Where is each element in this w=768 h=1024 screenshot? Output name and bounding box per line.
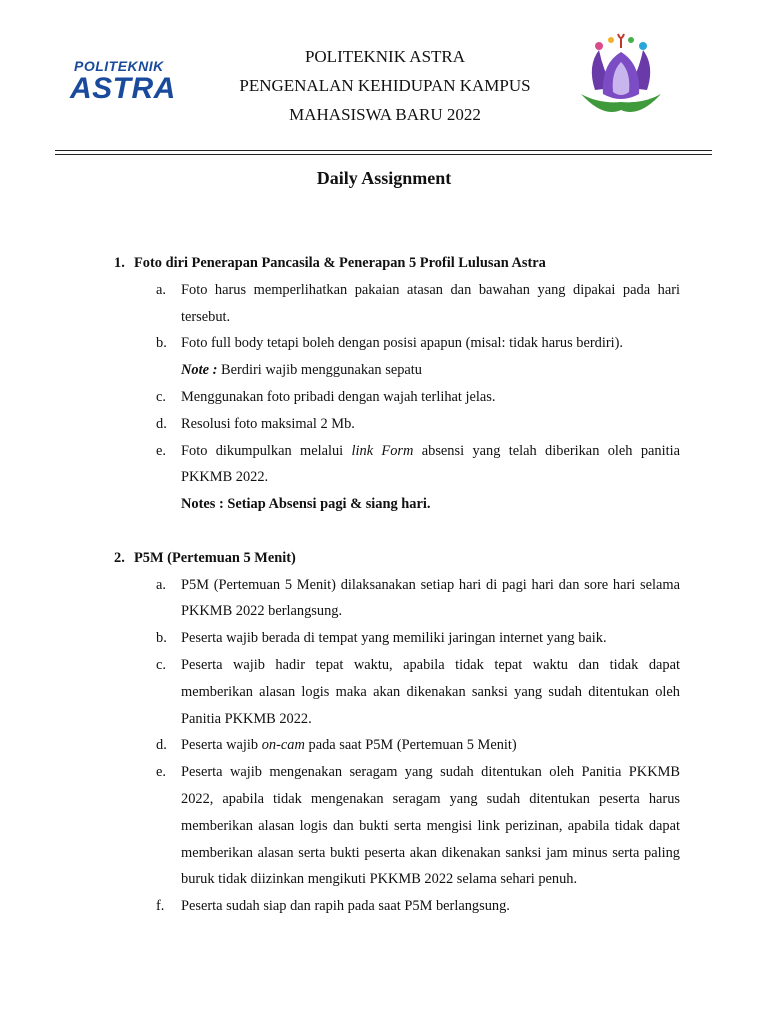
item-text: Peserta wajib mengenakan seragam yang sudah ditentukan oleh Panitia PKKMB 2022, apabila tidak mengenakan seragam yang sudah ditentukan peserta harus memberikan alasan logis dan bukti serta mengisi link perizinan, apabila tidak dapat memberikan alasan serta bukti peserta akan dikenakan sanksi jam minus serta paling buruk tidak diizinkan mengikuti PKKMB 2022 selama sehari penuh. — [181, 764, 680, 888]
list-item — [110, 411, 680, 438]
section-title: Foto diri Penerapan Pancasila & Penerapan 5 Profil Lulusan Astra — [134, 255, 546, 271]
section-1 — [110, 250, 680, 518]
item-text-post: pada saat P5M (Pertemuan 5 Menit) — [304, 737, 517, 754]
item-text-pre: Peserta wajib — [181, 737, 262, 754]
item-letter: e. — [156, 442, 166, 459]
item-letter: a. — [156, 281, 166, 298]
item-text: Menggunakan foto pribadi dengan wajah terlihat jelas. — [181, 388, 496, 405]
list-item — [110, 732, 680, 759]
item-text: Peserta wajib hadir tepat waktu, apabila tidak tepat waktu dan tidak dapat memberikan alasan logis maka akan dikenakan sanksi yang sudah ditentukan oleh Panitia PKKMB 2022. — [181, 656, 680, 727]
item-letter: c. — [156, 656, 166, 673]
item-letter: d. — [156, 415, 167, 432]
list-item — [110, 652, 680, 732]
pkkmb-lotus-emblem-icon — [573, 30, 669, 116]
list-item — [110, 759, 680, 893]
item-text: Foto full body tetapi boleh dengan posisi apapun (misal: tidak harus berdiri). — [181, 335, 624, 352]
section-number: 2. — [114, 549, 125, 566]
assignment-content — [110, 250, 680, 920]
note-text: Berdiri wajib menggunakan sepatu — [217, 362, 422, 379]
item-text: Peserta wajib berada di tempat yang memiliki jaringan internet yang baik. — [181, 630, 607, 647]
item-note — [110, 357, 680, 384]
item-letter: e. — [156, 764, 166, 781]
item-text-post: absensi yang telah diberikan oleh panitia PKKMB 2022. — [181, 442, 681, 486]
list-item — [110, 277, 680, 331]
item-text-italic: link Form — [351, 442, 414, 459]
list-item — [110, 625, 680, 652]
logo-line-2: ASTRA — [70, 72, 176, 105]
item-letter: b. — [156, 335, 167, 352]
item-letter: b. — [156, 630, 167, 647]
list-item — [110, 572, 680, 626]
section-title: P5M (Pertemuan 5 Menit) — [134, 549, 296, 566]
section-number: 1. — [114, 255, 125, 271]
header-event: PENGENALAN KEHIDUPAN KAMPUS — [239, 76, 531, 95]
note-label: Note : — [181, 362, 218, 379]
section-notes: Notes : Setiap Absensi pagi & siang hari. — [181, 496, 431, 513]
list-item — [110, 330, 680, 357]
list-item — [110, 384, 680, 411]
item-text: P5M (Pertemuan 5 Menit) dilaksanakan setiap hari di pagi hari dan sore hari selama PKKMB 2022 berlangsung. — [181, 576, 680, 620]
item-text: Peserta sudah siap dan rapih pada saat P5M berlangsung. — [181, 898, 510, 915]
header-divider-top — [55, 150, 712, 151]
section-2 — [110, 545, 680, 920]
item-text: Resolusi foto maksimal 2 Mb. — [181, 415, 355, 432]
item-letter: a. — [156, 576, 166, 593]
header-divider-bottom — [55, 154, 712, 155]
document-header — [190, 42, 580, 129]
item-text-italic: on-cam — [261, 737, 305, 754]
item-letter: d. — [156, 737, 167, 754]
list-item — [110, 438, 680, 492]
item-letter: f. — [156, 898, 165, 915]
page-title: Daily Assignment — [316, 168, 452, 188]
logo-line-1: POLITEKNIK — [74, 58, 164, 74]
header-institution: POLITEKNIK ASTRA — [304, 47, 466, 66]
item-text: Foto harus memperlihatkan pakaian atasan dan bawahan yang dipakai pada hari tersebut. — [181, 281, 680, 325]
list-item — [110, 893, 680, 920]
header-subtitle: MAHASISWA BARU 2022 — [289, 105, 481, 124]
politeknik-astra-logo — [70, 58, 185, 106]
section-heading — [110, 250, 680, 277]
section-heading — [110, 545, 680, 572]
item-text-pre: Foto dikumpulkan melalui — [181, 442, 352, 459]
item-letter: c. — [156, 388, 166, 405]
